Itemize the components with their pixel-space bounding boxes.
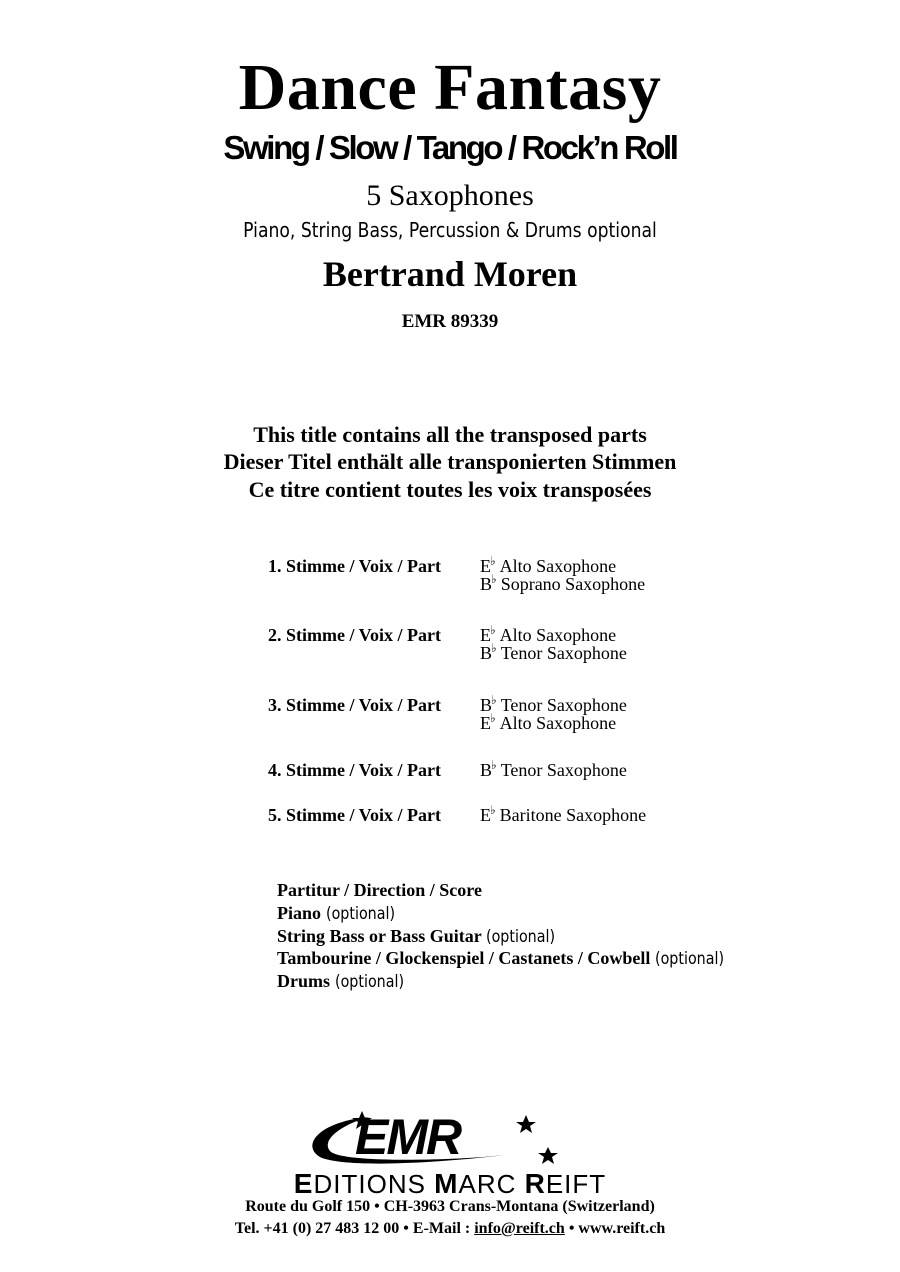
extra-name: Drums: [277, 971, 330, 991]
flat-icon: ♭: [490, 554, 496, 568]
part-3-label: 3. Stimme / Voix / Part: [268, 695, 441, 715]
part-2-label: 2. Stimme / Voix / Part: [268, 625, 441, 645]
extra-name: Tambourine / Glockenspiel / Castanets / Cowbell: [277, 948, 651, 968]
instrument-name: Baritone Saxophone: [499, 805, 647, 825]
flat-icon: ♭: [491, 572, 497, 586]
key-letter: E: [480, 805, 491, 825]
notice-french: Ce titre contient toutes les voix transposées: [248, 477, 652, 502]
publisher-address: Route du Golf 150 • CH-3963 Crans-Montana (Switzerland): [245, 1198, 655, 1215]
instrument-name: Alto Saxophone: [499, 625, 617, 645]
publisher-name: EDITIONS MARC REIFT: [293, 1168, 607, 1199]
flat-icon: ♭: [490, 803, 496, 817]
extra-piano: [277, 902, 408, 926]
optional-note: (optional): [486, 927, 556, 947]
key-letter: B: [480, 574, 493, 594]
instrument-name: Tenor Saxophone: [500, 695, 627, 715]
instrument-name: Alto Saxophone: [499, 556, 617, 576]
instrument-name: Tenor Saxophone: [500, 643, 627, 663]
optional-instruments: Piano, String Bass, Percussion & Drums optional: [243, 218, 657, 242]
extra-string-bass: [277, 925, 568, 949]
email-link[interactable]: info@reift.ch: [474, 1220, 565, 1237]
part-2-instrument-2: [480, 641, 627, 664]
notice-english: This title contains all the transposed parts: [253, 422, 647, 447]
instrument-name: Soprano Saxophone: [500, 574, 646, 594]
publisher-contact: [0, 1219, 900, 1239]
part-5-label: 5. Stimme / Voix / Part: [268, 805, 441, 825]
key-letter: B: [480, 760, 493, 780]
composer: Bertrand Moren: [322, 254, 578, 294]
extra-name: String Bass or Bass Guitar: [277, 926, 482, 946]
page-title: Dance Fantasy: [238, 51, 662, 124]
extra-name: Partitur / Direction / Score: [277, 880, 482, 900]
optional-note: (optional): [325, 904, 395, 924]
flat-icon: ♭: [491, 641, 497, 655]
flat-icon: ♭: [491, 758, 497, 772]
part-4-label: 4. Stimme / Voix / Part: [268, 760, 441, 780]
key-letter: E: [480, 713, 491, 733]
key-letter: B: [480, 695, 493, 715]
catalog-number: EMR 89339: [401, 311, 499, 332]
extra-name: Piano: [277, 903, 322, 923]
telephone: Tel. +41 (0) 27 483 12 00 • E-Mail :: [234, 1220, 475, 1237]
instrument-name: Tenor Saxophone: [500, 760, 627, 780]
part-3-instrument-2: [480, 711, 617, 734]
website: • www.reift.ch: [564, 1220, 666, 1237]
part-4-instrument-1: [480, 758, 627, 781]
notice-german: Dieser Titel enthält alle transponierten Stimmen: [223, 449, 677, 474]
flat-icon: ♭: [490, 711, 496, 725]
flat-icon: ♭: [490, 623, 496, 637]
subtitle: Swing / Slow / Tango / Rock’n Roll: [223, 129, 677, 166]
part-5-instrument-1: [480, 803, 647, 826]
part-1-instrument-2: [480, 572, 646, 595]
optional-note: (optional): [334, 972, 404, 992]
key-letter: B: [480, 643, 493, 663]
emr-logo: [300, 1105, 600, 1175]
instrument-name: Alto Saxophone: [499, 713, 617, 733]
extra-score: [277, 879, 482, 902]
key-letter: E: [480, 625, 491, 645]
flat-icon: ♭: [491, 693, 497, 707]
instrumentation: 5 Saxophones: [366, 179, 534, 212]
extra-drums: [277, 970, 417, 994]
optional-note: (optional): [654, 949, 724, 969]
part-1-label: 1. Stimme / Voix / Part: [268, 556, 441, 576]
key-letter: E: [480, 556, 491, 576]
logo-text: EMR: [355, 1109, 461, 1165]
extra-percussion: [277, 947, 737, 971]
